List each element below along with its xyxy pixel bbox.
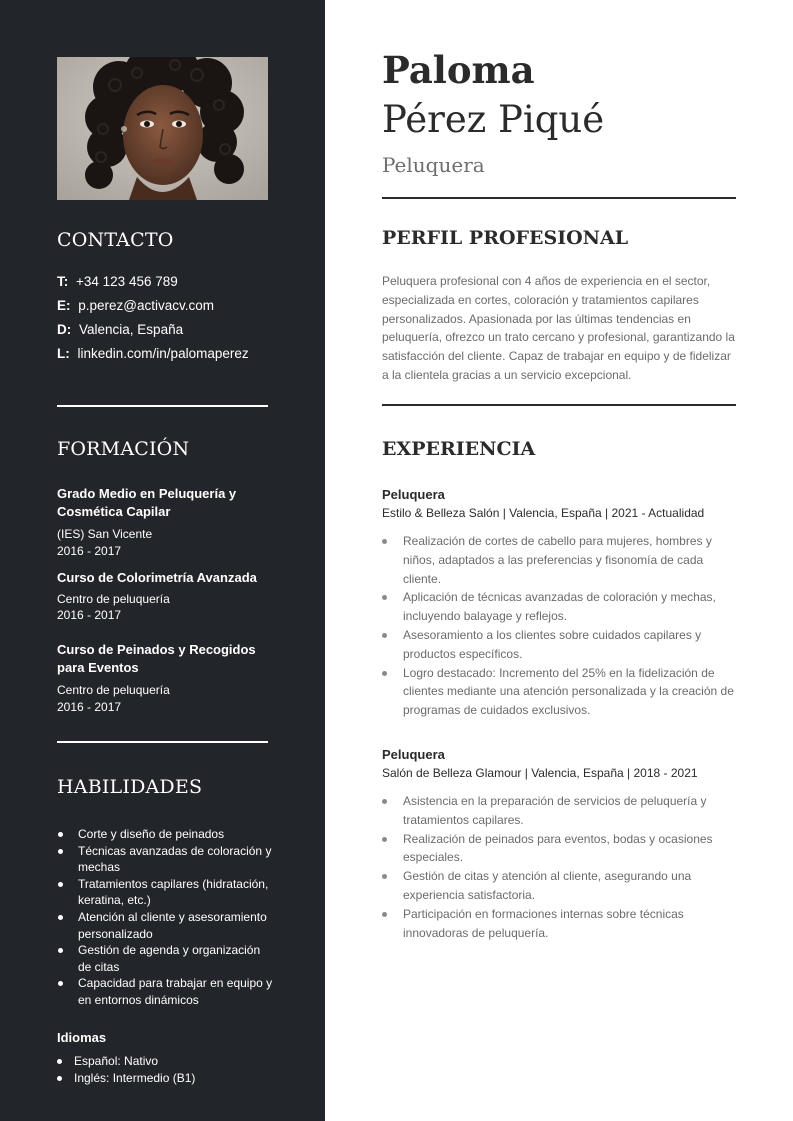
job-bullets bbox=[382, 792, 740, 942]
contact-linkedin bbox=[57, 346, 249, 362]
list-item: Capacidad para trabajar en equipo y en entornos dinámicos bbox=[57, 975, 273, 1008]
first-name: Paloma bbox=[382, 48, 535, 92]
job-bullets bbox=[382, 532, 740, 720]
list-item: Participación en formaciones internas sobre técnicas innovadoras de peluquería. bbox=[382, 905, 740, 943]
profile-text: Peluquera profesional con 4 años de experiencia en el sector, especializada en cortes, coloración y tratamientos capilares personalizados. Apasionada por las últimas tendencias en peluquería, ofrezco un trato cercano y profesional, garantizando la satisfacción del cliente. Capaz de trabajar en equipo y de fidelizar a la clientela gracias a un servicio excepcional. bbox=[382, 274, 735, 382]
job-role: Peluquera bbox=[382, 747, 445, 762]
contact-phone bbox=[57, 274, 178, 290]
education-item-title: Curso de Peinados y Recogidos para Eventos bbox=[57, 642, 256, 675]
contact-email bbox=[57, 298, 214, 314]
main-divider bbox=[382, 197, 736, 199]
main-content bbox=[325, 0, 793, 1121]
education-item-title: Grado Medio en Peluquería y Cosmética Capilar bbox=[57, 486, 237, 519]
list-item: Técnicas avanzadas de coloración y mechas bbox=[57, 843, 273, 876]
sidebar-divider bbox=[57, 741, 268, 743]
education-item-title: Curso de Colorimetría Avanzada bbox=[57, 570, 257, 585]
job-title: Peluquera bbox=[382, 153, 485, 177]
list-item: Español: Nativo bbox=[57, 1053, 268, 1070]
last-name: Pérez Piqué bbox=[382, 98, 605, 141]
list-item: Realización de peinados para eventos, bodas y ocasiones especiales. bbox=[382, 830, 740, 868]
contact-heading: CONTACTO bbox=[57, 229, 174, 251]
list-item: Gestión de agenda y organización de citas bbox=[57, 942, 273, 975]
experience-heading: EXPERIENCIA bbox=[382, 438, 536, 460]
list-item: Asesoramiento a los clientes sobre cuidados capilares y productos específicos. bbox=[382, 626, 740, 664]
contact-address-value: Valencia, España bbox=[79, 322, 184, 337]
contact-address-label: D: bbox=[57, 322, 72, 337]
list-item: Aplicación de técnicas avanzadas de coloración y mechas, incluyendo balayage y reflejos. bbox=[382, 588, 740, 626]
education-item-school: Centro de peluquería bbox=[57, 592, 170, 606]
profile-photo bbox=[57, 57, 268, 200]
list-item: Tratamientos capilares (hidratación, keratina, etc.) bbox=[57, 876, 273, 909]
list-item: Realización de cortes de cabello para mujeres, hombres y niños, adaptados a las preferencias y fisonomía de cada cliente. bbox=[382, 532, 740, 588]
sidebar-divider bbox=[57, 405, 268, 407]
list-item: Logro destacado: Incremento del 25% en la fidelización de clientes mediante una atención personalizada y la creación de programas de cuidados exclusivos. bbox=[382, 664, 740, 720]
job-company: Salón de Belleza Glamour | Valencia, España | 2018 - 2021 bbox=[382, 766, 698, 780]
languages-list bbox=[57, 1053, 268, 1087]
list-item: Atención al cliente y asesoramiento personalizado bbox=[57, 909, 273, 942]
list-item: Corte y diseño de peinados bbox=[57, 826, 273, 843]
contact-email-label: E: bbox=[57, 298, 71, 313]
skills-list bbox=[57, 826, 273, 1009]
profile-heading: PERFIL PROFESIONAL bbox=[382, 227, 629, 249]
job-company: Estilo & Belleza Salón | Valencia, España | 2021 - Actualidad bbox=[382, 506, 705, 520]
list-item: Asistencia en la preparación de servicios de peluquería y tratamientos capilares. bbox=[382, 792, 740, 830]
main-divider bbox=[382, 404, 736, 406]
sidebar bbox=[0, 0, 325, 1121]
education-item-school: Centro de peluquería bbox=[57, 683, 170, 697]
skills-heading: HABILIDADES bbox=[57, 776, 203, 798]
contact-linkedin-label: L: bbox=[57, 346, 70, 361]
languages-heading: Idiomas bbox=[57, 1030, 107, 1045]
contact-address bbox=[57, 322, 183, 338]
education-heading: FORMACIÓN bbox=[57, 438, 190, 460]
contact-email-value: p.perez@activacv.com bbox=[78, 298, 215, 313]
education-item-dates: 2016 - 2017 bbox=[57, 608, 122, 622]
job-role: Peluquera bbox=[382, 487, 445, 502]
education-item-school: (IES) San Vicente bbox=[57, 527, 153, 541]
contact-linkedin-value: linkedin.com/in/palomaperez bbox=[77, 346, 249, 361]
list-item: Gestión de citas y atención al cliente, asegurando una experiencia satisfactoria. bbox=[382, 867, 740, 905]
contact-phone-value: +34 123 456 789 bbox=[76, 274, 178, 289]
education-item-dates: 2016 - 2017 bbox=[57, 544, 122, 558]
contact-phone-label: T: bbox=[57, 274, 69, 289]
education-item-dates: 2016 - 2017 bbox=[57, 700, 122, 714]
list-item: Inglés: Intermedio (B1) bbox=[57, 1070, 268, 1087]
